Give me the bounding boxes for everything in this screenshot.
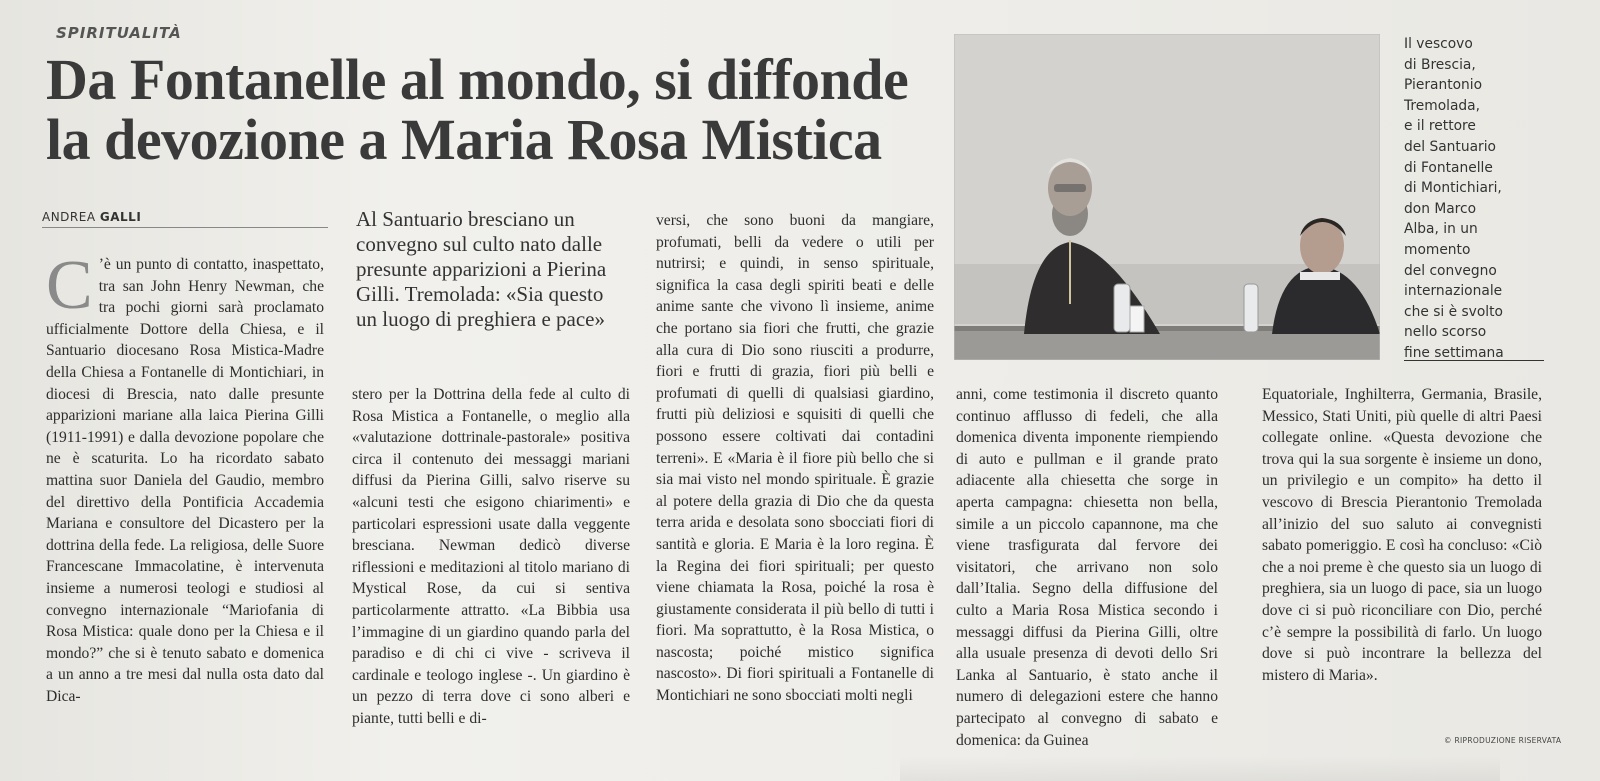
column-1-text: ’è un punto di contatto, inaspettato, tra san John Henry Newman, che tra pochi giorni sarà proclamato ufficialmente Dottore della Chiesa, e il Santuario diocesano Rosa Mistica-Madre della Chiesa a Fontanelle di Montichiari, in diocesi di Brescia, nato dalle presunte apparizioni mariane alla laica Pierina Gilli (1911-1991) e dalla devozione popolare che ne è scaturita. Lo ha ricordato sabato mattina suor Daniela del Gaudio, membro del direttivo della Pontificia Accademia Mariana e consultore del Dicastero per la dottrina della fede. La religiosa, delle Suore Francescane Immacolatine, è intervenuta insieme a numerosi teologi e studiosi al convegno internazionale “Mariofania di Rosa Mistica: quale dono per la Chiesa e il mondo?” che si è tenuto sabato e domenica a un anno a tre mesi dal nulla osta dato dal Dica- (46, 256, 324, 705)
column-2-text: stero per la Dottrina della fede al culto di Rosa Mistica a Fontanelle, o meglio alla «valutazione dottrinale-pastorale» positiva circa il contenuto dei messaggi mariani diffusi da Pierina Gilli, salvo riserve su «alcuni testi che esigono chiarimenti» e particolari espressioni usate dalla veggente bresciana. Newman dedicò diverse riflessioni e meditazioni al titolo mariano di Mystical Rose, da cui si sentiva particolarmente attratto. «La Bibbia usa l’immagine di un giardino quando parla del paradiso e di chi ci vive - scriveva il cardinale e teologo inglese -. Un giardino è un pezzo di terra dove ci sono alberi e piante, tutti belli e di- (352, 386, 630, 727)
subtitle: Al Santuario bresciano un convegno sul culto nato dalle presunte apparizioni a Pierina Gilli. Tremolada: «Sia questo un luogo di preghiera e pace» (356, 207, 607, 331)
body-column-2 (352, 384, 630, 764)
column-4-text: anni, come testimonia il discreto quanto continuo afflusso di fedeli, che alla domenica diventa imponente riempiendo di auto e pullman e il grande prato adiacente alla chiesetta che sorge in aperta campagna: chiesetta non bella, simile a un piccolo capannone, ma che viene trasfigurata dal fervore dei visitatori, che arrivano non solo dall’Italia. Segno della diffusione del culto a Maria Rosa Mistica secondo i messaggi diffusi da Pierina Gilli, oltre alla usuale presenza di devoti dello Sri Lanka al Santuario, è stato anche il numero di delegazioni estere che hanno partecipato al convegno di sabato e domenica: da Guinea (956, 386, 1218, 749)
caption-line: di Fontanelle (1404, 159, 1493, 176)
caption-line: don Marco (1404, 200, 1477, 217)
caption-line: di Brescia, (1404, 56, 1476, 73)
column-5-text: Equatoriale, Inghilterra, Germania, Brasile, Messico, Stati Uniti, più quelle di altri Paesi collegate online. «Questa devozione che trova qui la sua sorgente è insieme un dono, un privilegio e un compito» ha detto il vescovo di Brescia Pierantonio Tremolada all’inizio del suo saluto ai convegnisti sabato pomeriggio. E così ha concluso: «Ciò che a noi preme è che questo sia un luogo di preghiera, sia un luogo di pace, sia un luogo dove ci si può riconciliare con Dio, perché c’è sempre la possibilità di farlo. Un luogo dove si può incontrare la bellezza del mistero di Maria». (1262, 386, 1542, 684)
copyright-notice: © RIPRODUZIONE RISERVATA (1444, 736, 1562, 745)
caption-line: e il rettore (1404, 118, 1476, 135)
caption-line: Pierantonio (1404, 77, 1483, 94)
caption-line: internazionale (1404, 283, 1503, 300)
caption-line: del convegno (1404, 262, 1497, 279)
author-last-name: GALLI (99, 210, 142, 224)
section-label: SPIRITUALITÀ (56, 24, 182, 42)
page-shadow (900, 756, 1500, 781)
caption-line: che si è svolto (1404, 303, 1503, 320)
caption-line: nello scorso (1404, 324, 1487, 341)
body-column-1 (46, 254, 324, 764)
caption-line: del Santuario (1404, 138, 1496, 155)
photo-illustration (954, 34, 1380, 360)
caption-line: fine settimana (1404, 344, 1504, 361)
conference-photo (954, 34, 1380, 360)
caption-line: Il vescovo (1404, 36, 1473, 52)
author-first-name: ANDREA (42, 210, 96, 224)
drop-cap: C (46, 254, 93, 324)
column-3-text: versi, che sono buoni da mangiare, profumati, belli da vedere o utili per nutrirsi; e quindi, in senso spirituale, significa la casa degli spiriti beati e delle anime sante che vivono lì insieme, anime che portano sia fiori che frutti, che grazie alla cura di Dio sono riusciti a produrre, fiori e frutti di grazia, fiori più belli e profumati di quelli di qualsiasi giardino, frutti più deliziosi e squisiti di quelli che possono essere coltivati dai contadini terreni». E «Maria è il fiore più bello che si sia mai visto nel mondo spirituale. È grazie al potere della grazia di Dio che da questa terra arida e desolata sono sbocciati fiori di santità e gloria. E Maria è la loro regina. È la Regina dei fiori spirituali; per questo viene chiamata la Rosa, poiché la rosa è giustamente considerata il più bello di tutti i fiori. Ma soprattutto, è la Rosa Mistica, o nascosta; poiché mistico significa nascosto». Di fiori spirituali a Fontanelle di Montichiari ne sono sbocciati molti negli (656, 212, 934, 705)
body-column-3 (656, 210, 934, 765)
caption-line: di Montichiari, (1404, 180, 1502, 197)
byline (42, 210, 328, 228)
headline: Da Fontanelle al mondo, si diffonde la devozione a Maria Rosa Mistica (46, 47, 909, 172)
caption-divider (1404, 360, 1544, 361)
body-column-4 (956, 384, 1218, 764)
photo-caption (1404, 34, 1538, 364)
body-column-5 (1262, 384, 1542, 724)
caption-line: momento (1404, 241, 1471, 258)
caption-line: Tremolada, (1404, 97, 1481, 114)
caption-line: Alba, in un (1404, 221, 1478, 238)
